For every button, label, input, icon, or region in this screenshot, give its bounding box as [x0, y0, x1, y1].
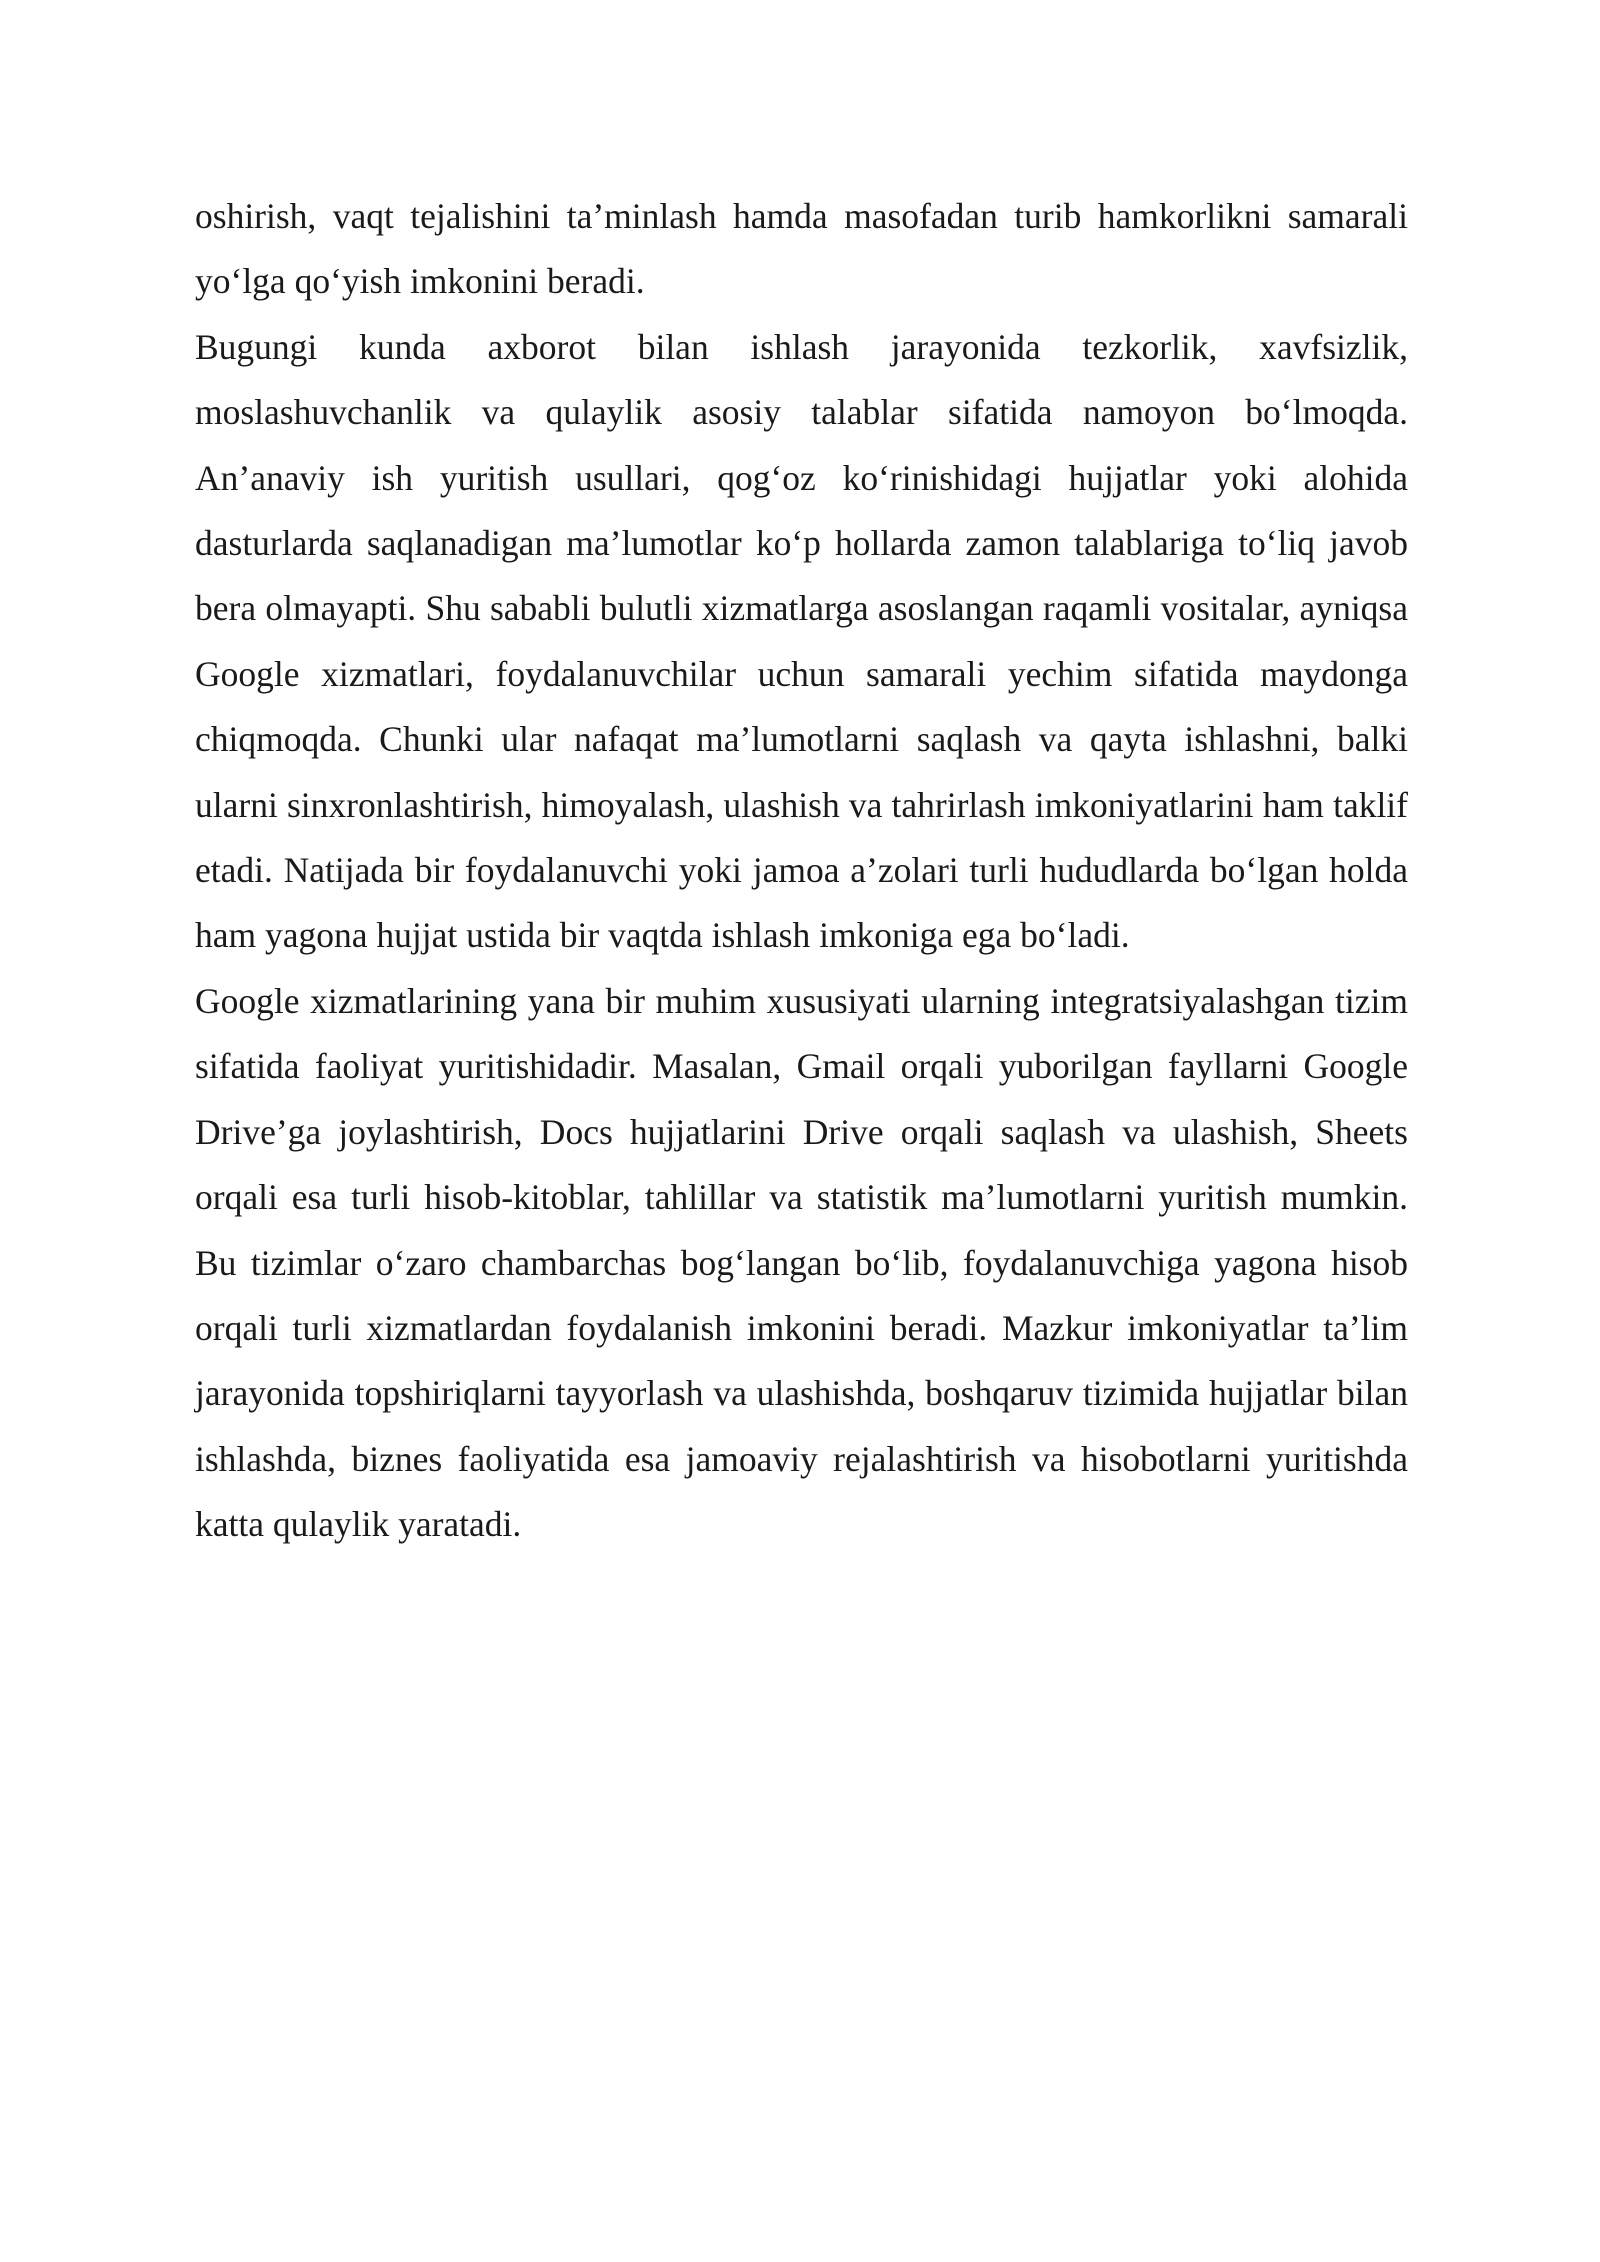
paragraph-2: Bugungi kunda axborot bilan ishlash jarayonida tezkorlik, xavfsizlik, moslashuvchanlik va qulaylik asosiy talablar sifatida namoyon bo‘lmoqda. An’anaviy ish yuritish usullari, qog‘oz ko‘rinishidagi hujjatlar yoki alohida dasturlarda saqlanadigan ma’lumotlar ko‘p hollarda zamon talablariga to‘liq javob bera olmayapti. Shu sababli bulutli xizmatlarga asoslangan raqamli vositalar, ayniqsa Google xizmatlari, foydalanuvchilar uchun samarali yechim sifatida maydonga chiqmoqda. Chunki ular nafaqat ma’lumotlarni saqlash va qayta ishlashni, balki ularni sinxronlashtirish, himoyalash, ulashish va tahrirlash imkoniyatlarini ham taklif etadi. Natijada bir foydalanuvchi yoki jamoa a’zolari turli hududlarda bo‘lgan holda ham yagona hujjat ustida bir vaqtda ishlash imkoniga ega bo‘ladi.	[195, 326, 1408, 956]
document-body	[195, 184, 1408, 1558]
paragraph-3: Google xizmatlarining yana bir muhim xususiyati ularning integratsiyalashgan tizim sifatida faoliyat yuritishidadir. Masalan, Gmail orqali yuborilgan fayllarni Google Drive’ga joylashtirish, Docs hujjatlarini Drive orqali saqlash va ulashish, Sheets orqali esa turli hisob-kitoblar, tahlillar va statistik ma’lumotlarni yuritish mumkin. Bu tizimlar o‘zaro chambarchas bog‘langan bo‘lib, foydalanuvchiga yagona hisob orqali turli xizmatlardan foydalanish imkonini beradi. Mazkur imkoniyatlar ta’lim jarayonida topshiriqlarni tayyorlash va ulashishda, boshqaruv tizimida hujjatlar bilan ishlashda, biznes faoliyatida esa jamoaviy rejalashtirish va hisobotlarni yuritishda katta qulaylik yaratadi.	[195, 980, 1408, 1545]
paragraph-1: oshirish, vaqt tejalishini ta’minlash hamda masofadan turib hamkorlikni samarali yo‘lga qo‘yish imkonini beradi.	[195, 196, 1408, 302]
